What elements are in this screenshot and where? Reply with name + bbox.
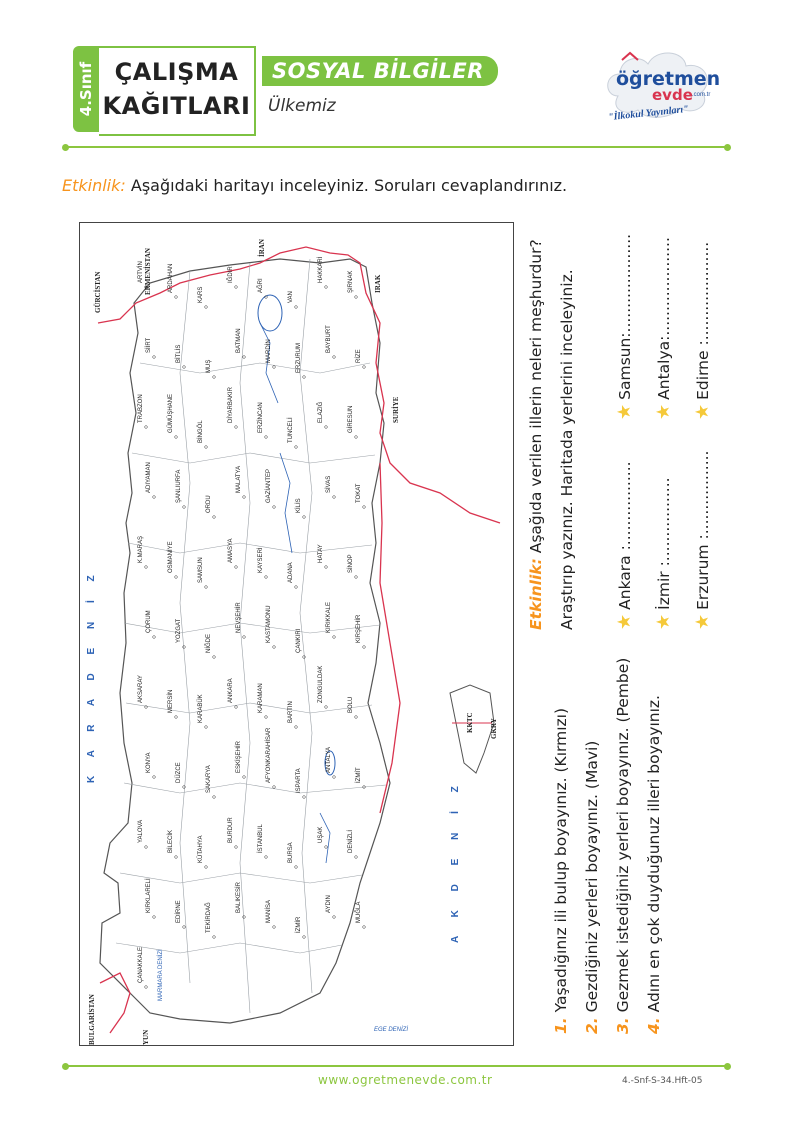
country-gurcistan: GÜRCİSTAN: [94, 271, 102, 313]
city-label: ADIYAMAN: [146, 462, 152, 493]
city-label: TOKAT: [356, 483, 362, 503]
sea-marmara: MARMARA DENİZİ: [158, 949, 164, 1001]
city-label: KASTAMONU: [266, 605, 272, 643]
city-label: KIRŞEHİR: [356, 614, 362, 643]
turkey-outline: [100, 259, 390, 1023]
city-label: GİRESUN: [348, 405, 354, 433]
city-label: BATMAN: [236, 328, 242, 353]
city-label: SİVAS: [326, 475, 332, 493]
city-label: KARAMAN: [258, 683, 264, 713]
city-label: KIRIKKALE: [326, 601, 332, 633]
city-label: HAKKARİ: [318, 256, 324, 283]
footer-url[interactable]: www.ogretmenevde.com.tr: [318, 1073, 493, 1087]
activity2-line2: Araştırıp yazınız. Haritada yerlerini inceleyiniz.: [558, 269, 576, 630]
footer-rule: [66, 1065, 728, 1067]
logo-domain: .com.tr: [692, 92, 711, 98]
answer-antalya[interactable]: Antalya:....................: [655, 237, 673, 400]
city-label: EDİRNE: [176, 900, 182, 923]
sea-akdeniz: A K D E N İ Z: [450, 778, 461, 943]
answer-erzurum-label: Erzurum: [694, 544, 712, 610]
answer-ankara-blank[interactable]: :.................: [616, 461, 634, 551]
star-icon: ★: [692, 613, 713, 630]
answer-izmir-blank[interactable]: :.................: [655, 477, 673, 567]
sea-ege: EGE DENİZİ: [374, 1027, 409, 1033]
city-label: UŞAK: [318, 826, 324, 843]
question-2-number: 2.: [583, 1017, 601, 1034]
question-2-text: Gezdiğiniz yerleri boyayınız. (Mavi): [583, 740, 601, 1013]
city-label: AĞRI: [258, 278, 264, 293]
turkey-map: [79, 222, 514, 1046]
answer-izmir-label: İzmir: [655, 571, 673, 610]
publisher-logo: [600, 44, 721, 130]
city-label: İZMİT: [356, 767, 362, 783]
topic-label: Ülkemiz: [268, 96, 336, 116]
city-label: BALIKESİR: [236, 881, 242, 913]
question-4-text: Adını en çok duyduğunuz illeri boyayınız.: [645, 695, 663, 1013]
city-label: KONYA: [146, 752, 152, 773]
city-label: IĞDIR: [228, 266, 234, 283]
answer-ankara-label: Ankara: [616, 555, 634, 610]
city-label: ÇANAKKALE: [138, 946, 144, 983]
country-irak: IRAK: [374, 274, 382, 293]
city-label: ŞANLIURFA: [176, 469, 182, 503]
city-label: İSTANBUL: [258, 824, 264, 853]
answer-row-1b: [614, 234, 635, 420]
subject-bar: [262, 56, 498, 86]
city-label: ORDU: [206, 495, 212, 513]
map-svg: [80, 223, 514, 1046]
city-label: MUĞLA: [356, 901, 362, 923]
city-label: YALOVA: [138, 819, 144, 843]
city-label: MARDİN: [266, 339, 272, 363]
question-3-number: 3.: [614, 1017, 632, 1034]
title-box: [99, 46, 256, 136]
city-label: İZMİR: [296, 916, 302, 933]
country-suriye: SURİYE: [392, 396, 400, 423]
activity2-line1: [527, 239, 545, 630]
country-kktc: KKTC: [466, 712, 474, 733]
city-label: OSMANİYE: [168, 541, 174, 573]
city-label: ÇANKIRI: [296, 628, 302, 653]
city-label: DENİZLİ: [348, 829, 354, 853]
city-label: BURDUR: [228, 817, 234, 843]
city-label: KIRKLARELİ: [146, 878, 152, 913]
answer-row-1: [614, 461, 635, 630]
answer-row-3: [692, 451, 713, 630]
question-3: [614, 658, 632, 1034]
city-label: K.MARAŞ: [138, 535, 144, 563]
city-label: TRABZON: [138, 394, 144, 423]
country-ermenistan: ERMENİSTAN: [144, 248, 152, 295]
activity-text: Aşağıdaki haritayı inceleyiniz. Soruları cevaplandırınız.: [130, 176, 568, 195]
question-2: [583, 741, 601, 1034]
city-label: MUŞ: [206, 359, 212, 373]
rule-dot-right: [724, 144, 731, 151]
question-4: [645, 695, 663, 1034]
city-label: YOZGAT: [176, 618, 182, 643]
star-icon: ★: [614, 403, 635, 420]
city-label: NEVŞEHİR: [236, 602, 242, 633]
city-label: DİYARBAKIR: [228, 387, 234, 423]
city-label: ANTALYA: [326, 746, 332, 773]
grade-tab: [73, 46, 99, 132]
city-label: ANKARA: [228, 678, 234, 703]
answer-samsun[interactable]: Samsun:....................: [616, 233, 634, 400]
city-label: ÇORUM: [146, 610, 152, 633]
city-label: TEKİRDAĞ: [206, 902, 212, 933]
answer-row-2: [653, 477, 674, 630]
city-dot: [363, 926, 366, 929]
city-label: TUNCELİ: [288, 417, 294, 443]
logo-sub: evde: [652, 86, 693, 104]
city-label: ELAZIĞ: [318, 401, 324, 423]
star-icon: ★: [692, 403, 713, 420]
country-iran: İRAN: [258, 239, 266, 257]
answer-row-3b: [692, 242, 713, 420]
city-label: GAZİANTEP: [266, 468, 272, 503]
city-label: ESKİŞEHİR: [236, 740, 242, 773]
city-label: KARABÜK: [198, 694, 204, 723]
city-label: NİĞDE: [206, 633, 212, 653]
city-label: RİZE: [356, 349, 362, 363]
city-label: SİNOP: [348, 554, 354, 573]
star-icon: ★: [653, 403, 674, 420]
sea-karadeniz: K A R A D E N İ Z: [86, 567, 97, 783]
city-label: SAMSUN: [198, 557, 204, 583]
question-1: [552, 708, 570, 1034]
question-1-number: 1.: [552, 1017, 570, 1034]
city-label: ARTVİN: [138, 261, 144, 283]
footer-code: 4.-Snf-S-34.Hft-05: [622, 1076, 703, 1086]
city-label: AFYONKARAHİSAR: [266, 727, 272, 783]
city-label: HATAY: [318, 544, 324, 563]
city-label: SAKARYA: [206, 765, 212, 793]
city-label: BİNGÖL: [198, 420, 204, 443]
country-yun: YUN: [142, 1029, 150, 1045]
header-rule: [66, 146, 728, 148]
city-label: AYDIN: [326, 895, 332, 913]
question-1-text: Yaşadığınız ili bulup boyayınız. (Kırmızı): [552, 707, 570, 1013]
city-label: DÜZCE: [176, 762, 182, 783]
city-label: ŞIRNAK: [348, 270, 354, 293]
star-icon: ★: [653, 613, 674, 630]
logo-text: öğretmen: [616, 68, 721, 90]
city-label: KARS: [198, 286, 204, 303]
city-label: ADANA: [288, 562, 294, 583]
city-label: BİLECİK: [168, 829, 174, 853]
answer-edirne[interactable]: Edirne :....................: [694, 241, 712, 400]
city-label: BAYBURT: [326, 325, 332, 353]
activity-instruction: [62, 176, 567, 195]
city-label: MALATYA: [236, 465, 242, 493]
title-line-1: ÇALIŞMA: [114, 58, 239, 86]
title-line-2: KAĞITLARI: [102, 92, 251, 120]
activity2-label: Etkinlik:: [527, 558, 545, 630]
question-3-text: Gezmek istediğiniz yerleri boyayınız. (Pembe): [614, 657, 632, 1013]
answer-erzurum-blank[interactable]: :.................: [694, 450, 712, 540]
city-label: ARDAHAN: [168, 263, 174, 293]
city-label: KAYSERİ: [258, 547, 264, 573]
city-label: MERSİN: [168, 689, 174, 713]
logo-tagline: "İlkokul Yayınları": [607, 103, 690, 124]
subject-label: SOSYAL BİLGİLER: [272, 59, 484, 83]
grade-label: 4.Sınıf: [77, 61, 95, 117]
city-label: ERZİNCAN: [258, 402, 264, 433]
city-label: BURSA: [288, 842, 294, 863]
activity-label: Etkinlik:: [62, 176, 126, 195]
city-label: BOLU: [348, 696, 354, 713]
star-icon: ★: [614, 613, 635, 630]
city-label: ZONGULDAK: [318, 665, 324, 703]
activity2-line1-text: Aşağıda verilen illerin neleri meşhurdur?: [527, 239, 545, 554]
city-label: KİLİS: [296, 498, 302, 513]
country-bulgaristan: BULGARİSTAN: [88, 994, 96, 1045]
country-gkry: GKRY: [490, 718, 498, 739]
city-label: BARTIN: [288, 701, 294, 723]
city-label: MANİSA: [266, 899, 272, 923]
city-label: AMASYA: [228, 538, 234, 563]
answer-row-2b: [653, 237, 674, 420]
footer-dot-right: [724, 1063, 731, 1070]
city-label: KÜTAHYA: [198, 835, 204, 863]
city-label: SİİRT: [146, 337, 152, 353]
city-label: VAN: [288, 291, 294, 303]
city-label: BİTLİS: [176, 344, 182, 363]
city-label: ISPARTA: [296, 768, 302, 793]
question-4-number: 4.: [645, 1017, 663, 1034]
city-label: ERZURUM: [296, 343, 302, 373]
city-label: GÜMÜŞHANE: [168, 393, 174, 433]
city-label: AKSARAY: [138, 675, 144, 703]
